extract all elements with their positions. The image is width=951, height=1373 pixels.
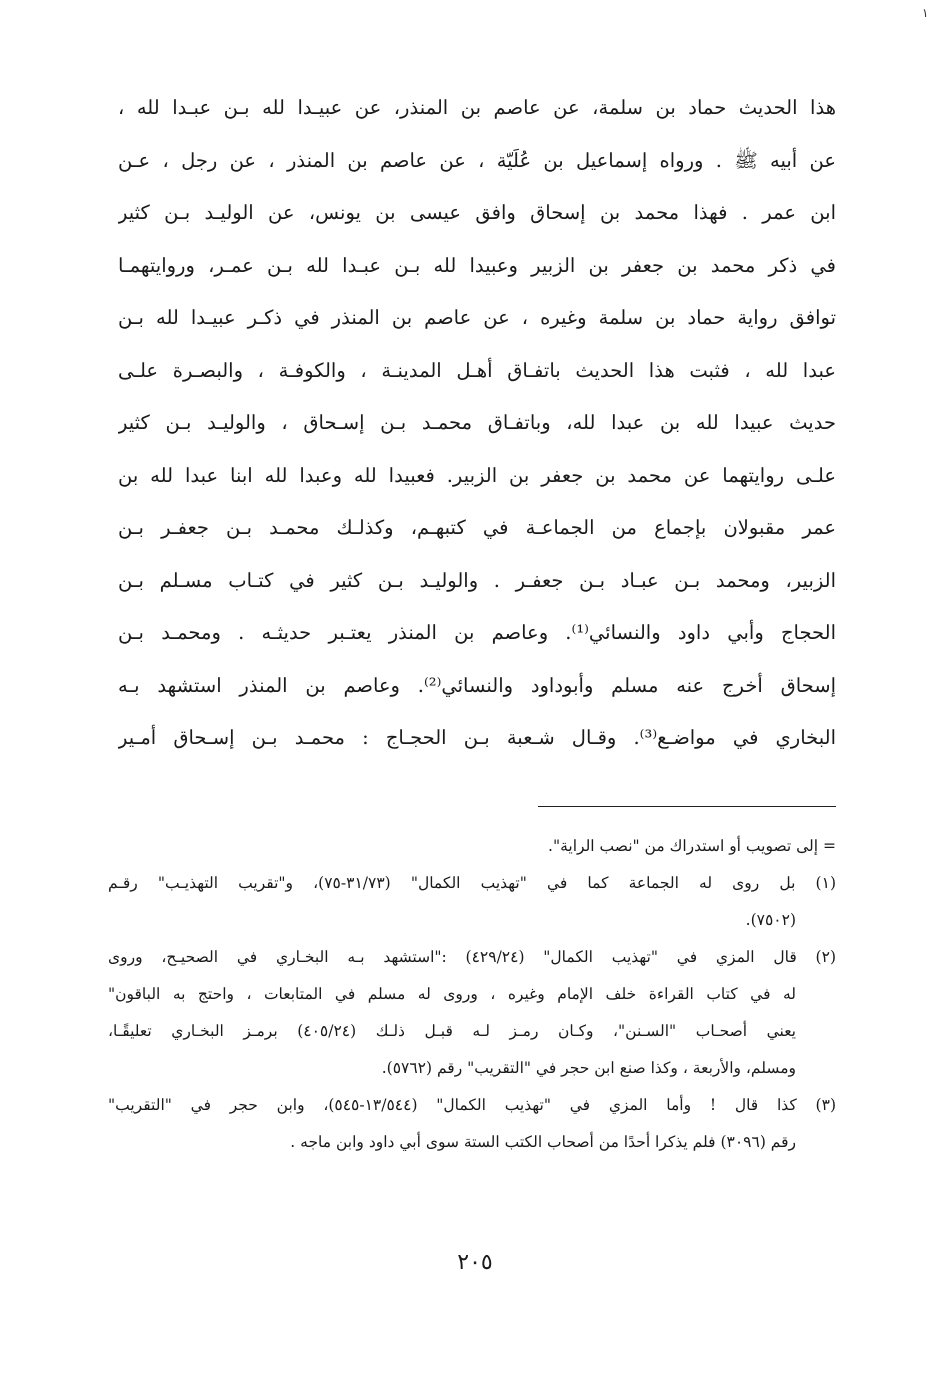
main-text-line: علـى روايتهما عن محمد بن جعفر بن الزبير. فعبيدا لله وعبدا لله ابنا عبدا لله بن [118, 463, 836, 487]
main-text-line: توافق رواية حماد بن سلمة وغيره ، عن عاصم بن المنذر في ذكـر عبيـدا لله بـن [118, 306, 836, 329]
main-text-line: الزبير، ومحمد بـن عبـاد بـن جعفـر . والوليـد بـن كثير في كتـاب مسـلم بـن [118, 568, 836, 592]
footnote-line: (٢) قال المزي في "تهذيب الكمال" (٤٢٩/٢٤) :"استشهد بـه البخـاري في الصحيـح، وروى [108, 948, 836, 966]
footnote-line: رقم (٣٠٩٦) فلم يذكرا أحدًا من أصحاب الكتب الستة سوى أبي داود وابن ماجه . [290, 1133, 796, 1151]
main-text-line: عمر مقبولان بإجماع من الجماعـة في كتبهـم، وكذلـك محمـد بـن جعفـر بـن [118, 516, 836, 539]
footnote-line: (١) بل روى له الجماعة كما في "تهذيب الكمال" (٣١/٧٣-٧٥)، و"تقريب التهذيـب" رقـم [108, 874, 836, 892]
main-text-line: إسحاق أخرج عنه مسلم وأبوداود والنسائي⁽²⁾. وعاصم بن المنذر استشهد بـه [118, 673, 836, 697]
footnotes-block [108, 828, 836, 1161]
main-text-line: عن أبيه ﷺ . ورواه إسماعيل بن عُلَيّة ، عن عاصم بن المنذر ، عن رجل ، عـن [118, 148, 836, 172]
corner-mark: ١ [922, 6, 929, 20]
main-text-line: الحجاج وأبي داود والنسائي⁽¹⁾. وعاصم بن المنذر يعتـبر حديثـه . ومحمـد بـن [118, 621, 836, 644]
footnote-line: ومسلم، والأربعة ، وكذا صنع ابن حجر في "التقريب" رقم (٥٧٦٢). [381, 1059, 796, 1077]
footnote-line: له في كتاب القراءة خلف الإمام وغيره ، وروى له مسلم في المتابعات ، واحتج به الباقون" [108, 985, 796, 1003]
main-text-line: حديث عبيدا لله بن عبدا لله، وباتفـاق محمـد بـن إسـحاق ، والوليـد بـن كثير [118, 411, 836, 434]
footnote-separator [538, 806, 836, 807]
main-text-line: ابن عمر . فهذا محمد بن إسحاق وافق عيسى بن يونس، عن الوليـد بـن كثير [118, 201, 836, 224]
main-text-line: هذا الحديث حماد بن سلمة، عن عاصم بن المنذر، عن عبيـدا لله بـن عبـدا لله ، [118, 96, 836, 119]
footnote-line: يعني أصحـاب "السـنن"، وكـان رمـز لـه قبـل ذلـك (٤٠٥/٢٤) برمـز البخـاري تعليقًـا، [108, 1022, 796, 1040]
main-text-line: البخاري في مواضـع⁽³⁾. وقـال شـعبة بـن الحجـاج : محمـد بـن إسـحاق أمـير [118, 726, 836, 749]
main-text-block [118, 82, 836, 765]
footnote-line: = إلى تصويب أو استدراك من "نصب الراية". [548, 837, 836, 855]
main-text-line: في ذكر محمد بن جعفر بن الزبير وعبيدا لله بـن عبـدا لله بـن عمـر، وروايتهمـا [118, 253, 836, 277]
page-number: ٢٠٥ [457, 1250, 493, 1275]
footnote-line: (٣) كذا قال ! وأما المزي في "تهذيب الكمال" (١٣/٥٤٤-٥٤٥)، وابن حجر في "التقريب" [108, 1096, 836, 1114]
footnote-line: (٧٥٠٢). [745, 911, 796, 929]
main-text-line: عبدا لله ، فثبت هذا الحديث باتفـاق أهـل المدينـة ، والكوفـة ، والبصـرة علـى [118, 358, 836, 382]
